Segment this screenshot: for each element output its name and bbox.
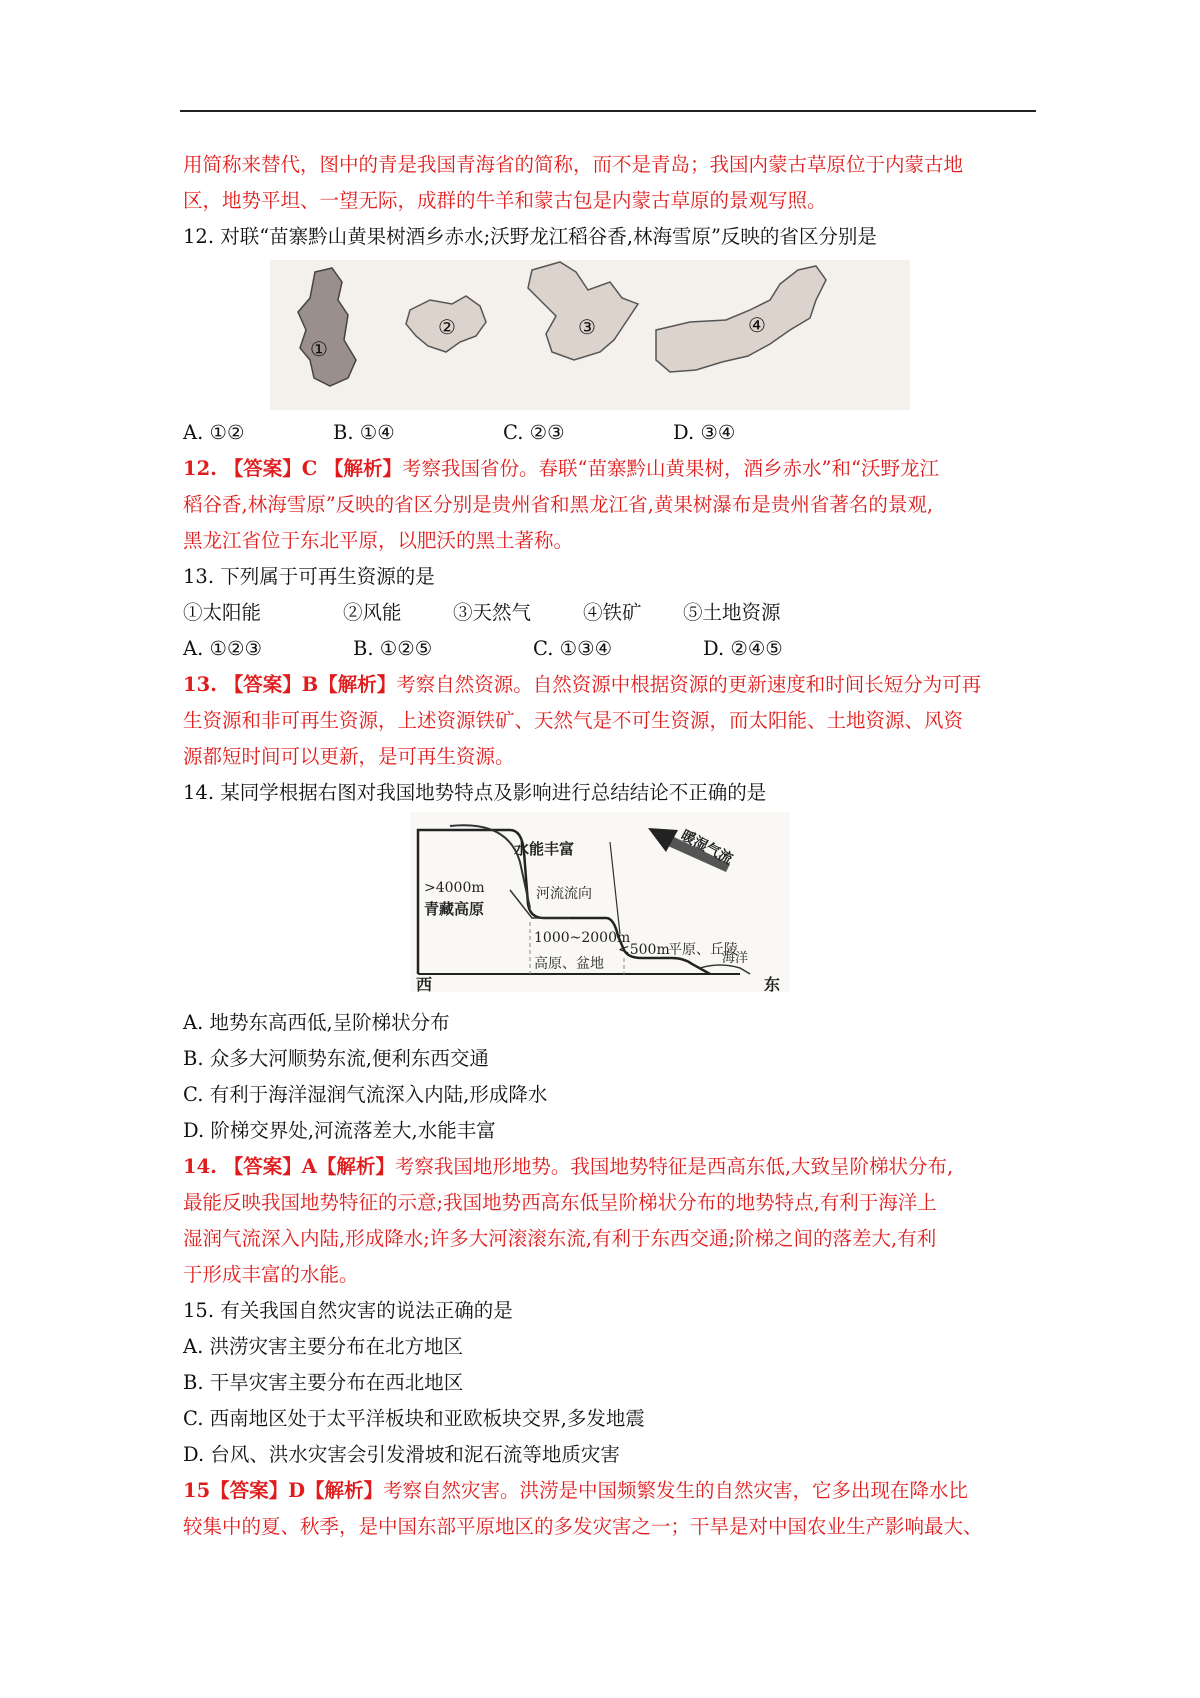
item-5: ⑤土地资源	[683, 601, 781, 624]
map-label-2: ②	[438, 315, 456, 339]
option-a[interactable]: A. 地势东高西低,呈阶梯状分布	[183, 1011, 450, 1034]
answer-13-line: 源都短时间可以更新，是可再生资源。	[183, 745, 515, 768]
label-tibetan-plateau: 青藏高原	[424, 900, 485, 918]
option-a[interactable]: A. ①②③	[183, 637, 262, 660]
item-2: ②风能	[343, 601, 402, 624]
answer-12-line	[183, 456, 939, 482]
label-ocean: 海洋	[722, 951, 749, 966]
terrain-profile-figure	[410, 812, 790, 992]
answer-12-head: 12. 【答案】C 【解析】	[183, 457, 403, 480]
answer-14-line: 最能反映我国地势特征的示意;我国地势西高东低呈阶梯状分布的地势特点,有利于海洋上	[183, 1191, 937, 1214]
question-13: 13. 下列属于可再生资源的是	[183, 565, 435, 588]
question-15: 15. 有关我国自然灾害的说法正确的是	[183, 1299, 513, 1322]
map-label-1: ①	[310, 337, 328, 361]
option-d[interactable]: D. ②④⑤	[703, 637, 783, 660]
map-label-4: ④	[748, 313, 766, 337]
answer-15-text: 考察自然灾害。洪涝是中国频繁发生的自然灾害，它多出现在降水比	[383, 1479, 969, 1502]
answer-12-line: 稻谷香,林海雪原”反映的省区分别是贵州省和黑龙江省,黄果树瀑布是贵州省著名的景观,	[183, 493, 934, 516]
label-mid-altitude: 1000~2000m	[534, 930, 631, 946]
answer-15-head: 15【答案】D【解析】	[183, 1479, 384, 1502]
header-rule	[180, 110, 1036, 112]
item-4: ④铁矿	[583, 601, 642, 624]
answer-14-text: 考察我国地形地势。我国地势特征是西高东低,大致呈阶梯状分布,	[394, 1155, 954, 1178]
label-low-altitude: <500m	[618, 942, 670, 958]
explanation-line: 用简称来替代，图中的青是我国青海省的简称，而不是青岛；我国内蒙古草原位于内蒙古地	[183, 153, 964, 176]
label-east: 东	[764, 975, 781, 992]
answer-14-line	[183, 1154, 953, 1180]
map-label-3: ③	[578, 315, 596, 339]
label-river-direction: 河流流向	[536, 886, 592, 902]
option-c[interactable]: C. ①③④	[533, 637, 613, 660]
option-c[interactable]: C. 有利于海洋湿润气流深入内陆,形成降水	[183, 1083, 548, 1106]
answer-13-text: 考察自然资源。自然资源中根据资源的更新速度和时间长短分为可再	[396, 673, 982, 696]
answer-14-head: 14. 【答案】A【解析】	[183, 1155, 395, 1178]
option-b[interactable]: B. ①④	[333, 421, 395, 444]
answer-12-line: 黑龙江省位于东北平原，以肥沃的黑土著称。	[183, 529, 574, 552]
province-maps-figure	[270, 260, 910, 410]
option-b[interactable]: B. 众多大河顺势东流,便利东西交通	[183, 1047, 489, 1070]
label-water-power: 水能丰富	[514, 840, 575, 858]
option-a[interactable]: A. 洪涝灾害主要分布在北方地区	[183, 1335, 463, 1358]
option-a[interactable]: A. ①②	[183, 421, 245, 444]
label-plain-hill: 平原、丘陵	[668, 942, 738, 958]
label-plateau-basin: 高原、盆地	[534, 956, 604, 972]
option-c[interactable]: C. 西南地区处于太平洋板块和亚欧板块交界,多发地震	[183, 1407, 645, 1430]
option-d[interactable]: D. 阶梯交界处,河流落差大,水能丰富	[183, 1119, 496, 1142]
answer-15-line	[183, 1478, 968, 1504]
option-c[interactable]: C. ②③	[503, 421, 565, 444]
answer-13-line: 生资源和非可再生资源，上述资源铁矿、天然气是不可生资源，而太阳能、土地资源、风资	[183, 709, 964, 732]
explanation-line: 区，地势平坦、一望无际，成群的牛羊和蒙古包是内蒙古草原的景观写照。	[183, 189, 827, 212]
answer-12-text: 考察我国省份。春联“苗寨黔山黄果树，酒乡赤水”和“沃野龙江	[402, 457, 939, 480]
option-b[interactable]: B. ①②⑤	[353, 637, 433, 660]
label-warm-moist-air: 暖湿气流	[678, 827, 736, 868]
answer-14-line: 于形成丰富的水能。	[183, 1263, 359, 1286]
question-12: 12. 对联“苗寨黔山黄果树酒乡赤水;沃野龙江稻谷香,林海雪原”反映的省区分别是	[183, 225, 877, 248]
option-d[interactable]: D. 台风、洪水灾害会引发滑坡和泥石流等地质灾害	[183, 1443, 620, 1466]
item-3: ③天然气	[453, 601, 532, 624]
question-13-items	[183, 600, 781, 626]
label-high-altitude: >4000m	[424, 880, 485, 896]
option-b[interactable]: B. 干旱灾害主要分布在西北地区	[183, 1371, 464, 1394]
question-12-options	[183, 420, 735, 446]
answer-15-line: 较集中的夏、秋季，是中国东部平原地区的多发灾害之一；干旱是对中国农业生产影响最大、	[183, 1515, 983, 1538]
label-west: 西	[416, 975, 433, 992]
item-1: ①太阳能	[183, 601, 262, 624]
question-13-options	[183, 636, 783, 662]
question-14: 14. 某同学根据右图对我国地势特点及影响进行总结结论不正确的是	[183, 781, 767, 804]
answer-14-line: 湿润气流深入内陆,形成降水;许多大河滚滚东流,有利于东西交通;阶梯之间的落差大,有利	[183, 1227, 937, 1250]
answer-13-line	[183, 672, 981, 698]
answer-13-head: 13. 【答案】B【解析】	[183, 673, 397, 696]
option-d[interactable]: D. ③④	[673, 421, 736, 444]
